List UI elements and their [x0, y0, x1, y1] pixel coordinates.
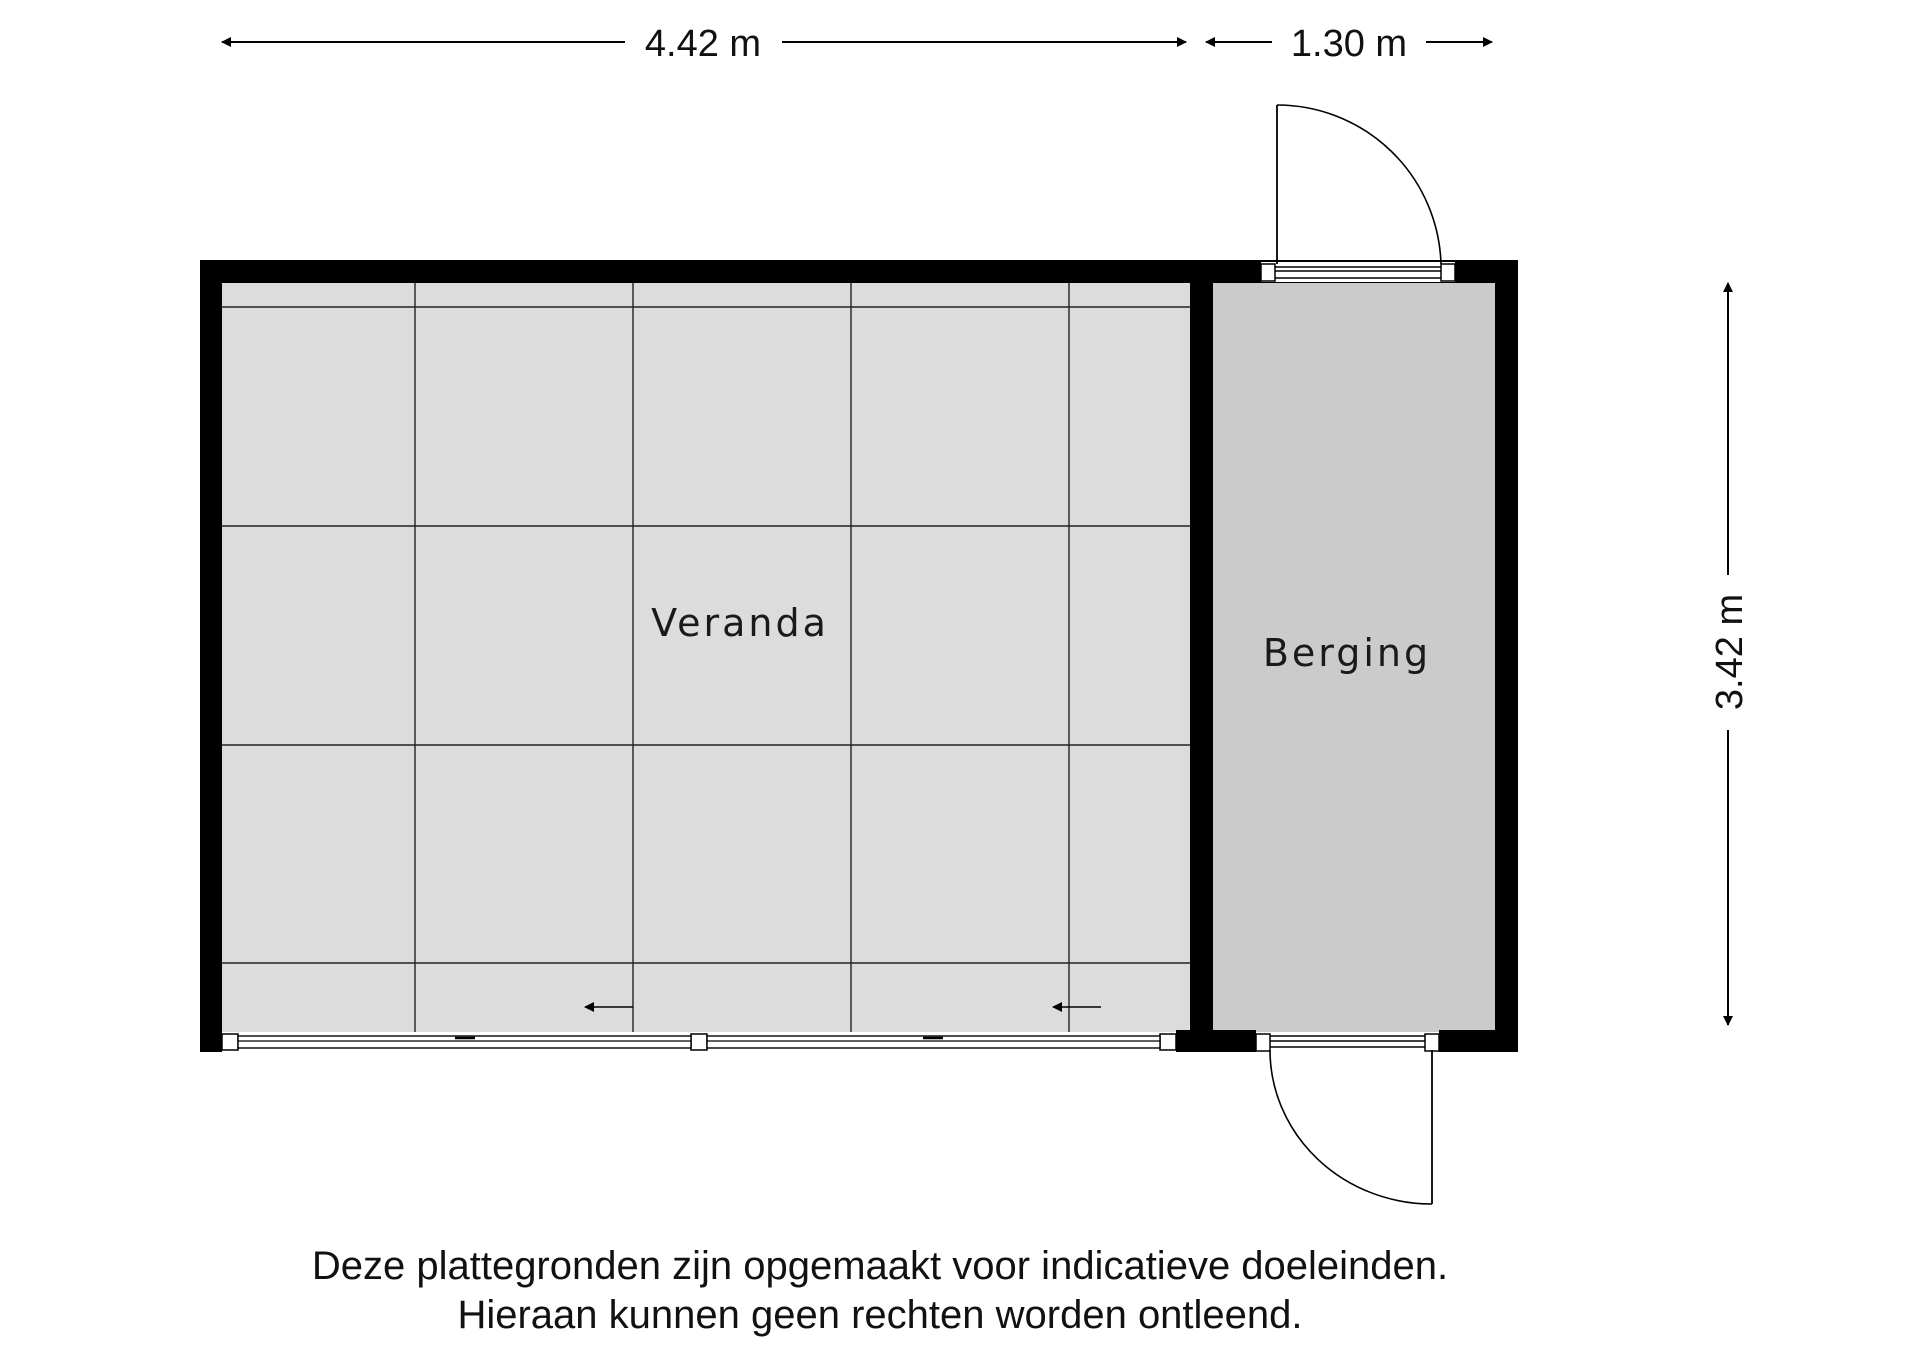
top-door	[1261, 105, 1455, 282]
veranda-floor	[222, 283, 1190, 1035]
bottom-door	[1256, 1032, 1439, 1204]
room-label-veranda: Veranda	[651, 601, 829, 645]
dimension-label-width-veranda: 4.42 m	[644, 23, 762, 65]
dimension-right	[1709, 283, 1751, 1025]
top-door-swing	[1277, 105, 1441, 264]
disclaimer-line-1: Deze plattegronden zijn opgemaakt voor indicatieve doeleinden.	[311, 1244, 1449, 1288]
disclaimer-line-2: Hieraan kunnen geen rechten worden ontleend.	[457, 1293, 1303, 1337]
bottom-door-swing	[1270, 1050, 1432, 1204]
dimension-label-width-berging: 1.30 m	[1290, 23, 1408, 65]
dimension-top-left	[222, 23, 1186, 65]
dimension-top-right	[1206, 23, 1492, 65]
room-label-berging: Berging	[1262, 631, 1432, 675]
dimension-label-depth: 3.42 m	[1709, 593, 1751, 711]
